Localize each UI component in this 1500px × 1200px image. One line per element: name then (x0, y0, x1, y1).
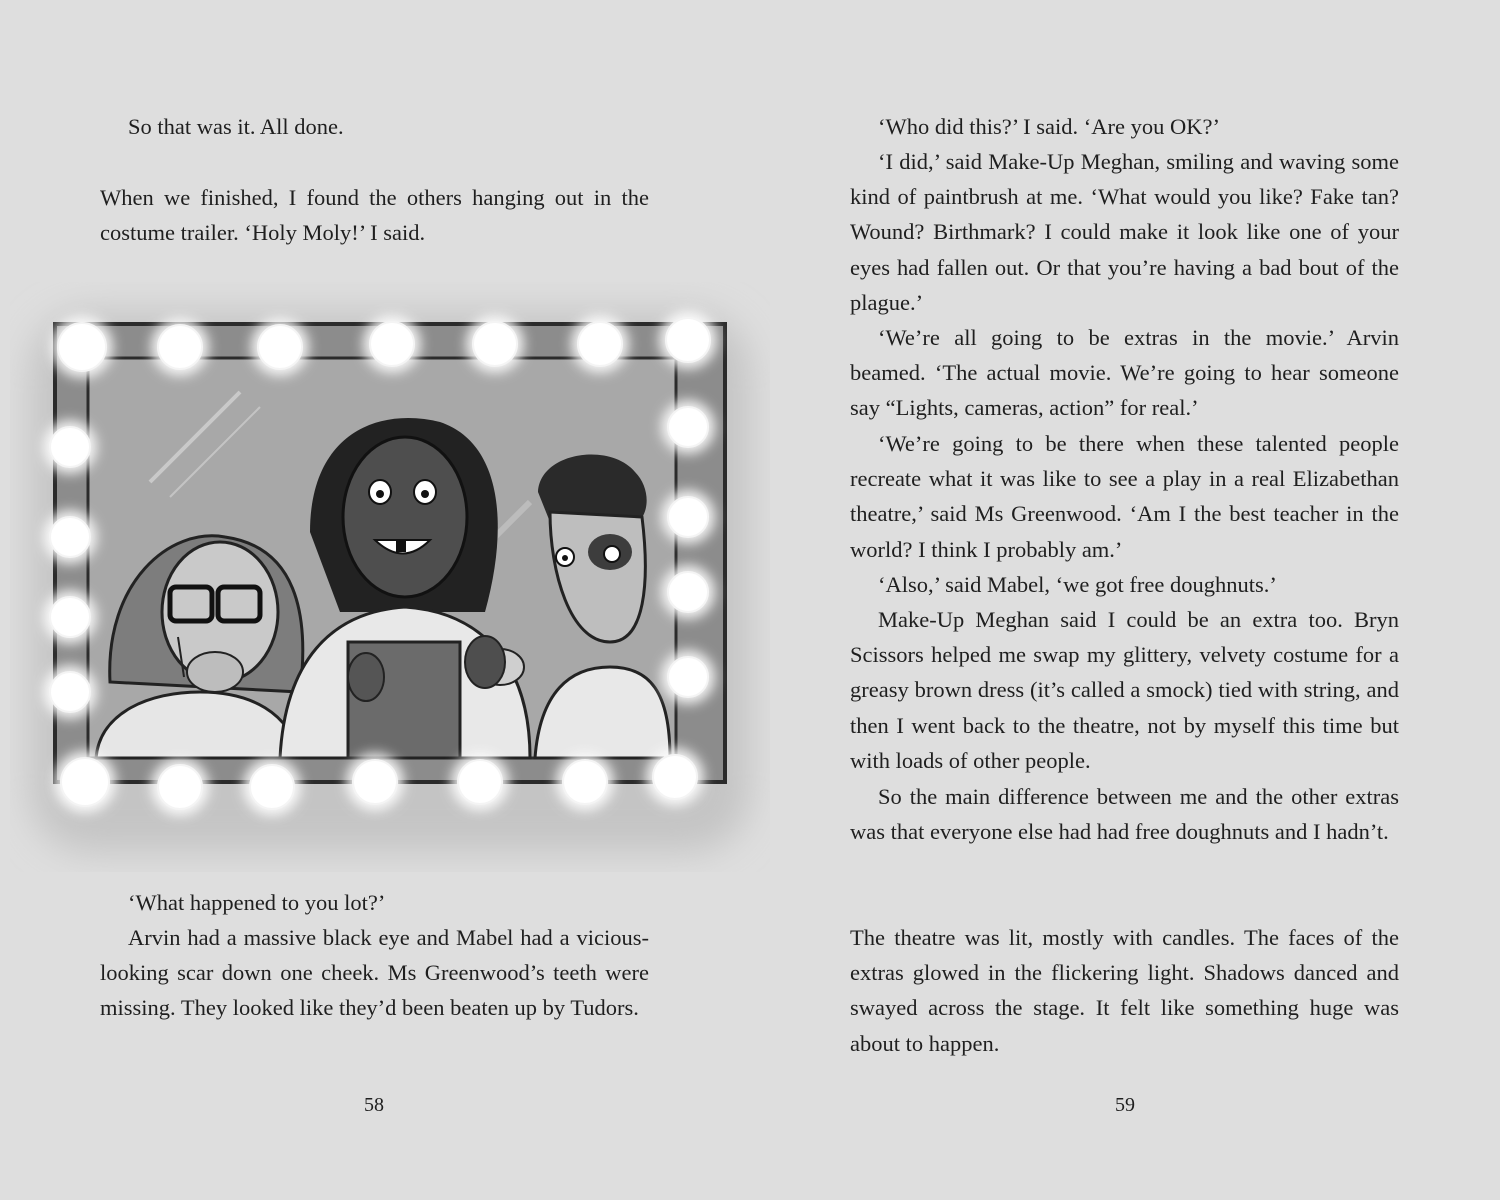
paragraph: ‘Also,’ said Mabel, ‘we got free doughnuts.’ (878, 572, 1277, 597)
paragraph: So the main difference between me and the other extras was that everyone else had had free doughnuts and I hadn’t. (850, 784, 1399, 845)
paragraph: The theatre was lit, mostly with candles. The faces of the extras glowed in the flickering light. Shadows danced and swayed across the stage. It felt like something huge was about to happen. (850, 925, 1399, 1056)
paragraph: ‘We’re going to be there when these talented people recreate what it was like to see a play in a real Elizabethan theatre,’ said Ms Greenwood. ‘Am I the best teacher in the world? I think I probably am.’ (850, 431, 1399, 562)
right-page (750, 0, 1500, 1200)
paragraph: ‘We’re all going to be extras in the movie.’ Arvin beamed. ‘The actual movie. We’re going to hear someone say “Lights, cameras, action” for real.’ (850, 325, 1399, 421)
paragraph: ‘Who did this?’ I said. ‘Are you OK?’ (878, 114, 1220, 139)
paragraph: So that was it. All done. (128, 114, 344, 139)
page-number: 58 (364, 1094, 384, 1116)
paragraph: ‘What happened to you lot?’ (128, 890, 386, 915)
paragraph: Make-Up Meghan said I could be an extra too. Bryn Scissors helped me swap my glittery, velvety costume for a greasy brown dress (it’s called a smock) tied with string, and then I went back to the theatre, not by myself this time but with loads of other people. (850, 607, 1399, 773)
page-number: 59 (1115, 1094, 1135, 1116)
paragraph: ‘I did,’ said Make-Up Meghan, smiling and waving some kind of paintbrush at me. ‘What would you like? Fake tan? Wound? Birthmark? I could make it look like one of your eyes had fallen out. Or that you’re having a bad bout of the plague.’ (850, 149, 1399, 315)
mirror-illustration-icon (10, 282, 770, 872)
paragraph: Arvin had a massive black eye and Mabel had a vicious-looking scar down one cheek. Ms Greenwood’s teeth were missing. They looked like they’d been beaten up by Tudors. (100, 925, 649, 1021)
paragraph: When we finished, I found the others hanging out in the costume trailer. ‘Holy Moly!’ I said. (100, 185, 649, 246)
